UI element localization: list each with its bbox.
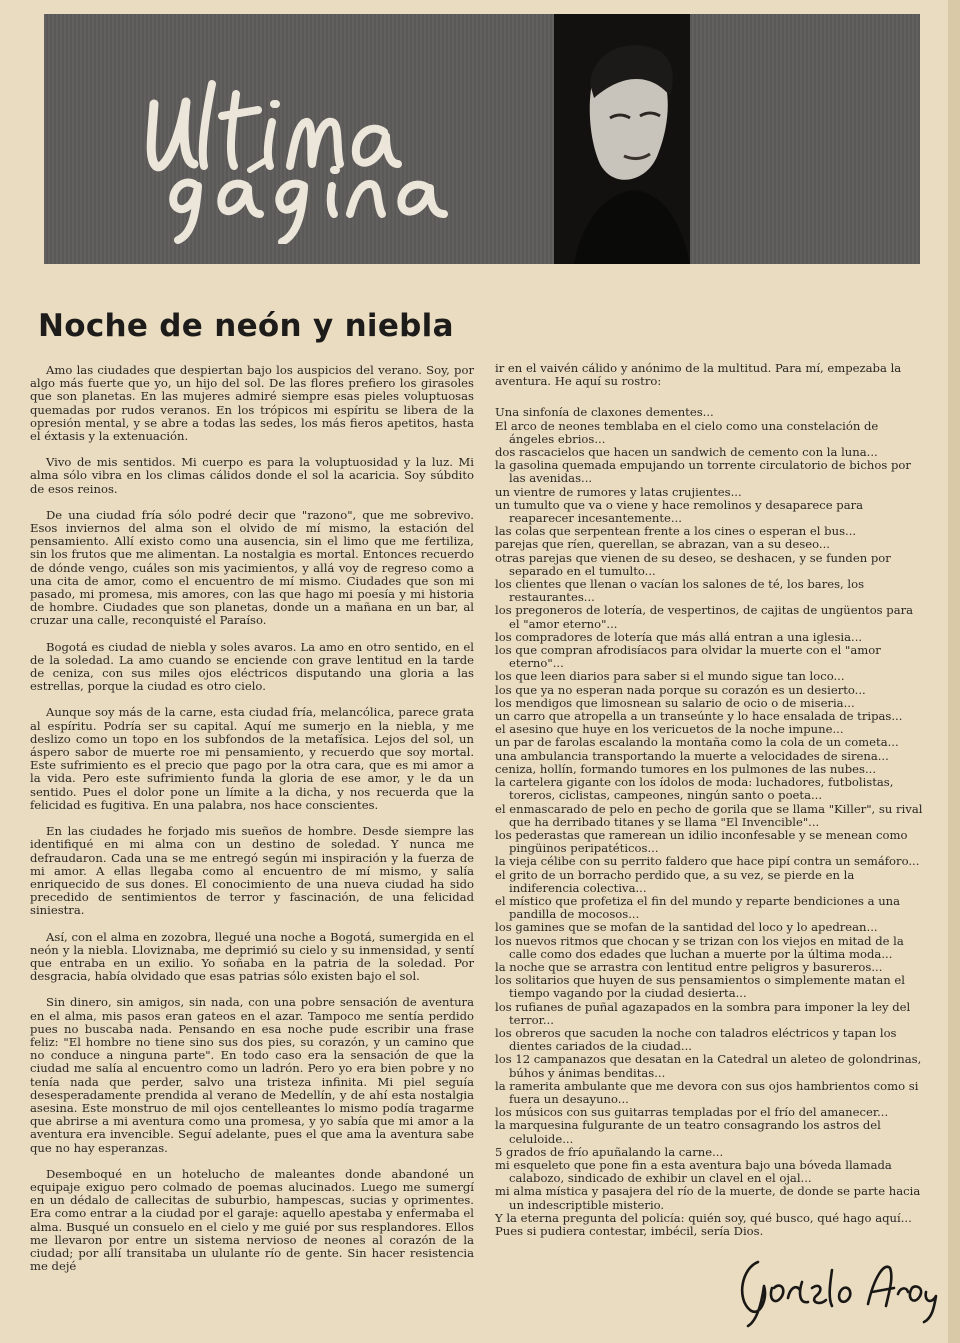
header-band xyxy=(44,14,920,264)
list-item: el asesino que huye en los vericuetos de la noche impune... xyxy=(495,722,844,737)
right-column xyxy=(495,362,925,1238)
list-item: los solitarios que huyen de sus pensamientos o simplemente matan el tiempo vagando por la ciudad desierta... xyxy=(495,973,906,1001)
list-item: los 12 campanazos que desatan en la Catedral un aleteo de golondrinas, búhos y ánimas benditas... xyxy=(495,1052,922,1080)
list-item: un carro que atropella a un transeúnte y lo hace ensalada de tripas... xyxy=(495,709,903,724)
list-item: el místico que profetiza el fin del mundo y reparte bendiciones a una pandilla de mocosos... xyxy=(495,893,901,922)
list-item: mi alma mística y pasajera del río de la muerte, de donde se parte hacia un indescriptible misterio. xyxy=(495,1184,921,1212)
list-item: los pregoneros de lotería, de vespertinos, de cajitas de ungüentos para el "amor eterno"... xyxy=(495,603,914,631)
paragraph: En las ciudades he forjado mis sueños de hombre. Desde siempre las identifiqué en mi alma con un destino de soledad. Y nunca me defraudaron. Cada una se me entregó según mi inspiración y la fuerza de mi amor. A ellas llegaba como al encuentro de mí mismo, y salía enriquecido de sus dones. El conocimiento de una nueva ciudad ha sido precedido de sentimientos de terror y fascinación, de una felicidad siniestra. xyxy=(30,824,474,918)
paragraph: Así, con el alma en zozobra, llegué una noche a Bogotá, sumergida en el neón y la niebla. Lloviznaba, me deprimió su cielo y su inmensidad, y sentí que entraba en un exilio. Yo soñaba en la patria de la soledad. Por desgracia, había olvidado que esas patrias sólo existen bajo el sol. xyxy=(30,929,474,984)
list-item: los músicos con sus guitarras templadas por el frío del amanecer... xyxy=(495,1105,889,1120)
list-item: los gamines que se mofan de la santidad del loco y lo apedrean... xyxy=(495,920,878,935)
list-intro: ir en el vaivén cálido y anónimo de la multitud. Para mí, empezaba la aventura. He aquí su rostro: xyxy=(495,361,902,389)
list-item: los rufianes de puñal agazapados en la sombra para imponer la ley del terror... xyxy=(495,999,911,1027)
list-item: la vieja célibe con su perrito faldero que hace pipí contra un semáforo... xyxy=(495,854,920,869)
author-portrait-image xyxy=(554,14,690,264)
list-item: una ambulancia transportando la muerte a velocidades de sirena... xyxy=(495,748,889,763)
page-edge xyxy=(948,0,960,1343)
paragraph: De una ciudad fría sólo podré decir que "razono", que me sobrevivo. Esos inviernos del alma son el olvido de mí mismo, la estación del pensamiento. Allí existo como una ausencia, sin el limo que me fertiliza, sin los frutos que me alimentan. La nostalgia es mortal. Entonces recuerdo de dónde vengo, cuáles son mis yacimientos, y allá voy de regreso como a una cita de amor, como el encuentro de mí mismo. Ciudades que son mi pasado, mi promesa, mis amores, con las que hago mi poesía y mi historia de hombre. Ciudades que son planetas, donde un a mañana en un bar, al cruzar una calle, reconquisté el Paraíso. xyxy=(30,507,474,628)
article-title: Noche de neón y niebla xyxy=(38,308,454,344)
list-item: los que ya no esperan nada porque su corazón es un desierto... xyxy=(495,682,866,697)
list-item: un tumulto que va o viene y hace remolinos y desaparece para reaparecer incesantemente... xyxy=(495,497,864,526)
paragraph: Desemboqué en un hotelucho de maleantes donde abandoné un equipaje exiguo pero colmado de poemas alucinados. Luego me sumergí en un dédalo de callecitas de suburbio, hampescas, sucias y oprimentes. Era como entrar a la ciudad por el garaje: aquello apestaba y enfermaba el alma. Busqué un consuelo en el cielo y me guié por sus resplandores. Ellos me llevaron por entre un sistema nervioso de neones al corazón de la ciudad; por allí transitaba un ululante río de gente. Sin hacer resistencia me dejé xyxy=(30,1166,474,1274)
list-item: los nuevos ritmos que chocan y se trizan con los viejos en mitad de la calle como dos edades que luchan a muerte por la última moda... xyxy=(495,933,904,961)
list-item: otras parejas que vienen de su deseo, se deshacen, y se funden por separado en el tumulto... xyxy=(495,550,891,578)
list-item: los compradores de lotería que más allá entran a una iglesia... xyxy=(495,629,863,644)
list-item: la ramerita ambulante que me devora con sus ojos hambrientos como si fuera un desayuno... xyxy=(495,1078,919,1106)
author-signature xyxy=(728,1248,948,1328)
list-item: los mendigos que limosnean su salario de ocio o de miseria... xyxy=(495,695,855,710)
list-item: un par de farolas escalando la montaña como la cola de un cometa... xyxy=(495,735,899,750)
list-item: dos rascacielos que hacen un sandwich de cemento con la luna... xyxy=(495,445,878,460)
list-item: El arco de neones temblaba en el cielo como una constelación de ángeles ebrios... xyxy=(495,418,879,446)
list-item: el grito de un borracho perdido que, a su vez, se pierde en la indiferencia colectiva... xyxy=(495,867,855,895)
list-item: 5 grados de frío apuñalando la carne... xyxy=(495,1144,724,1159)
paragraph: Vivo de mis sentidos. Mi cuerpo es para la voluptuosidad y la luz. Mi alma sólo vibra en los climas cálidos donde el sol la acaricia. Soy súbdito de esos reinos. xyxy=(30,455,474,496)
left-column xyxy=(30,364,474,1286)
list-item: la noche que se arrastra con lentitud entre peligros y basureros... xyxy=(495,959,883,974)
paragraph: Aunque soy más de la carne, esta ciudad fría, melancólica, parece grata al espíritu. Podría ser su capital. Aquí me sumerjo en la niebla, y me deslizo como un topo en los subfondos de la metafísica. Lejos del sol, un áspero sabor de muerte roe mi pensamiento, y recuerdo que soy mortal. Este sufrimiento es el precio que pago por la otra cara, que es mi amor a la vida. Pero este sufrimiento funda la gloria de ese amor, y le da un sentido. Pues el dolor pone un límite a la dicha, y nos recuerda que la felicidad es fugitiva. En una palabra, nos hace conscientes. xyxy=(30,705,474,812)
list-item: la gasolina quemada empujando un torrente circulatorio de bichos por las avenidas... xyxy=(495,458,911,486)
author-photo xyxy=(554,14,690,264)
list-item: los que compran afrodisíacos para olvidar la muerte con el "amor eterno"... xyxy=(495,643,881,671)
list-item: Una sinfonía de claxones dementes... xyxy=(495,405,714,420)
paragraph: Amo las ciudades que despiertan bajo los auspicios del verano. Soy, por algo más fuerte que yo, un hijo del sol. De las flores prefiero los girasoles que son planetas. En las mujeres admiré siempre esas pieles voluptuosas quemadas por rudos veranos. En los trópicos mi espíritu se libera de la opresión mental, y se abre a todas las sedes, los más fieros apetitos, hasta el éxtasis y la extenuación. xyxy=(30,363,474,444)
list-item: los obreros que sacuden la noche con taladros eléctricos y tapan los dientes cariados de la ciudad... xyxy=(495,1025,897,1054)
list-item: la cartelera gigante con los ídolos de moda: luchadores, futbolistas, toreros, ciclistas, campeones, ningún santo o poeta... xyxy=(495,775,894,803)
list-item: mi esqueleto que pone fin a esta aventura bajo una bóveda llamada calabozo, sindicado de exhibir un clavel en el ojal... xyxy=(495,1157,892,1186)
list-item: los que leen diarios para saber si el mundo sigue tan loco... xyxy=(495,669,845,684)
city-images-list xyxy=(495,406,925,1211)
list-item: ceniza, hollín, formando tumores en los pulmones de las nubes... xyxy=(495,761,877,776)
list-item: los clientes que llenan o vacían los salones de té, los bares, los restaurantes... xyxy=(495,577,865,605)
list-item: un vientre de rumores y latas crujientes... xyxy=(495,484,742,499)
list-item: las colas que serpentean frente a los cines o esperan el bus... xyxy=(495,524,857,539)
script-title-logo xyxy=(134,74,614,244)
list-item: el enmascarado de pelo en pecho de gorila que se llama "Killer", su rival que ha derribado titanes y se llama "El Invencible"... xyxy=(495,801,923,829)
paragraph: Sin dinero, sin amigos, sin nada, con una pobre sensación de aventura en el alma, mis pasos eran gateos en el azar. Tampoco me sentía perdido pues no buscaba nada. Pensando en esa noche pude escribir una frase feliz: "El hombre no tiene sino sus dos pies, su corazón, y un camino que no conduce a ninguna parte". En todo caso era la sensación de que la ciudad me salía al encuentro como un ladrón. Pero yo era bien pobre y no tenía nada que perder, salvo una tristeza infinita. Mi piel seguía desesperadamente prendida al verano de Medellín, y de ahí esta nostalgia asesina. Este monstruo de mil ojos centelleantes lo mismo podía tragarme que abrirse a mi aventura como una promesa, y yo sabía que mi amor a la aventura era invencible. Seguí adelante, pues el que ama la aventura sabe que no hay esperanzas. xyxy=(30,995,474,1155)
paragraph: Bogotá es ciudad de niebla y soles avaros. La amo en otro sentido, en el de la soledad. La amo cuando se enciende con grave lentitud en la tarde de ceniza, con sus miles ojos eléctricos disputando una gloria a las estrellas, porque la ciudad es otro cielo. xyxy=(30,639,474,694)
closing-lines: Y la eterna pregunta del policía: quién soy, qué busco, qué hago aquí... Pues si pudiera contestar, imbécil, sería Dios. xyxy=(495,1210,912,1238)
list-item: los pederastas que ramerean un idilio inconfesable y se menean como pingüinos peripatéticos... xyxy=(495,827,908,856)
list-item: la marquesina fulgurante de un teatro consagrando los astros del celuloide... xyxy=(495,1118,881,1146)
list-item: parejas que ríen, querellan, se abrazan, van a su deseo... xyxy=(495,537,830,552)
